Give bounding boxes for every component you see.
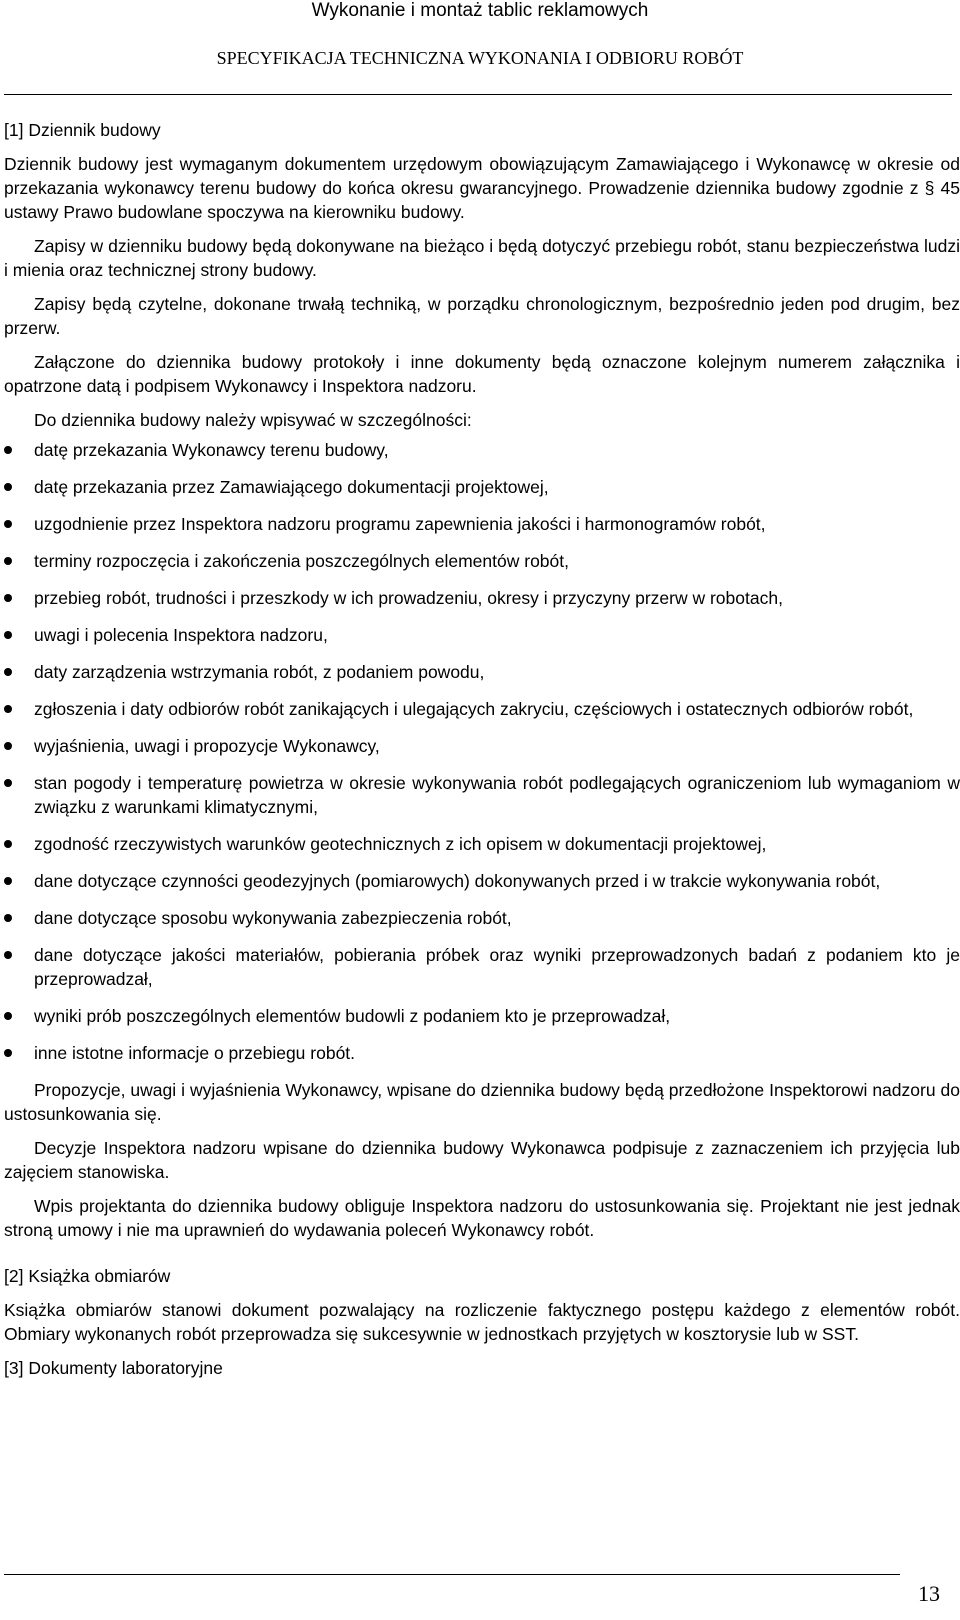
bullet-icon (4, 840, 12, 848)
list-item (4, 660, 960, 684)
footer-rule (4, 1574, 900, 1575)
list-item-text: zgodność rzeczywistych warunków geotechnicznych z ich opisem w dokumentacji projektowej, (34, 834, 767, 854)
document-body (4, 118, 960, 1390)
entries-list (4, 438, 960, 1065)
bullet-icon (4, 1049, 12, 1057)
list-item-text: daty zarządzenia wstrzymania robót, z podaniem powodu, (34, 662, 485, 682)
list-item-text: wyniki prób poszczególnych elementów budowli z podaniem kto je przeprowadzał, (34, 1006, 671, 1026)
bullet-icon (4, 914, 12, 922)
header-title: Wykonanie i montaż tablic reklamowych (311, 0, 649, 21)
paragraph: Propozycje, uwagi i wyjaśnienia Wykonawcy, wpisane do dziennika budowy będą przedłożone Inspektorowi nadzoru do ustosunkowania się. (4, 1080, 960, 1124)
page-number: 13 (918, 1581, 940, 1606)
bullet-icon (4, 520, 12, 528)
bullet-icon (4, 446, 12, 454)
section-heading-dziennik-budowy: [1] Dziennik budowy (4, 120, 161, 140)
paragraph: Zapisy będą czytelne, dokonane trwałą techniką, w porządku chronologicznym, bezpośrednio jeden pod drugim, bez przerw. (4, 294, 960, 338)
list-item-text: dane dotyczące sposobu wykonywania zabezpieczenia robót, (34, 908, 512, 928)
list-item-text: dane dotyczące czynności geodezyjnych (pomiarowych) dokonywanych przed i w trakcie wykonywania robót, (34, 871, 881, 891)
section-heading-ksiazka-obmiarow: [2] Książka obmiarów (4, 1266, 171, 1286)
list-item-text: stan pogody i temperaturę powietrza w okresie wykonywania robót podlegających ograniczeniom lub wymaganiom w związku z warunkami klimatycznymi, (34, 773, 960, 817)
bullet-icon (4, 631, 12, 639)
list-item-text: dane dotyczące jakości materiałów, pobierania próbek oraz wyniki przeprowadzonych badań z podaniem kto je przeprowadzał, (34, 945, 960, 989)
list-item-text: uwagi i polecenia Inspektora nadzoru, (34, 625, 328, 645)
list-item (4, 438, 960, 462)
list-item (4, 549, 960, 573)
paragraph: Do dziennika budowy należy wpisywać w szczególności: (34, 410, 472, 430)
list-item-text: wyjaśnienia, uwagi i propozycje Wykonawcy, (34, 736, 380, 756)
paragraph: Dziennik budowy jest wymaganym dokumentem urzędowym obowiązującym Zamawiającego i Wykonawcę w okresie od przekazania wykonawcy terenu budowy do końca okresu gwarancyjnego. Prowadzenie dziennika budowy zgodnie z § 45 ustawy Prawo budowlane spoczywa na kierowniku budowy. (4, 154, 960, 222)
list-item-text: terminy rozpoczęcia i zakończenia poszczególnych elementów robót, (34, 551, 569, 571)
list-item (4, 1004, 960, 1028)
bullet-icon (4, 594, 12, 602)
list-item (4, 475, 960, 499)
paragraph: Książka obmiarów stanowi dokument pozwalający na rozliczenie faktycznego postępu każdego z elementów robót. Obmiary wykonanych robót przeprowadza się sukcesywnie w jednostkach przyjętych w kosztorysie lub w SST. (4, 1300, 960, 1344)
header-rule (4, 94, 952, 95)
paragraph: Zapisy w dzienniku budowy będą dokonywane na bieżąco i będą dotyczyć przebiegu robót, stanu bezpieczeństwa ludzi i mienia oraz technicznej strony budowy. (4, 236, 960, 280)
list-item (4, 771, 960, 819)
list-item (4, 906, 960, 930)
list-item (4, 734, 960, 758)
list-item-text: datę przekazania przez Zamawiającego dokumentacji projektowej, (34, 477, 549, 497)
header-subtitle: SPECYFIKACJA TECHNICZNA WYKONANIA I ODBIORU ROBÓT (216, 48, 744, 68)
bullet-icon (4, 1012, 12, 1020)
paragraph: Decyzje Inspektora nadzoru wpisane do dziennika budowy Wykonawca podpisuje z zaznaczeniem ich przyjęcia lub zajęciem stanowiska. (4, 1138, 960, 1182)
list-item (4, 943, 960, 991)
section-heading-dokumenty-laboratoryjne: [3] Dokumenty laboratoryjne (4, 1358, 223, 1378)
paragraph: Załączone do dziennika budowy protokoły i inne dokumenty będą oznaczone kolejnym numerem załącznika i opatrzone datą i podpisem Wykonawcy i Inspektora nadzoru. (4, 352, 960, 396)
bullet-icon (4, 557, 12, 565)
bullet-icon (4, 668, 12, 676)
bullet-icon (4, 483, 12, 491)
bullet-icon (4, 742, 12, 750)
list-item (4, 1041, 960, 1065)
list-item (4, 512, 960, 536)
list-item (4, 697, 960, 721)
list-item-text: przebieg robót, trudności i przeszkody w ich prowadzeniu, okresy i przyczyny przerw w robotach, (34, 588, 783, 608)
bullet-icon (4, 705, 12, 713)
bullet-icon (4, 779, 12, 787)
bullet-icon (4, 877, 12, 885)
list-item (4, 586, 960, 610)
list-item-text: zgłoszenia i daty odbiorów robót zanikających i ulegających zakryciu, częściowych i ostatecznych odbiorów robót, (34, 699, 914, 719)
paragraph: Wpis projektanta do dziennika budowy obliguje Inspektora nadzoru do ustosunkowania się. Projektant nie jest jednak stroną umowy i nie ma uprawnień do wydawania poleceń Wykonawcy robót. (4, 1196, 960, 1240)
list-item (4, 832, 960, 856)
list-item-text: inne istotne informacje o przebiegu robót. (34, 1043, 356, 1063)
list-item (4, 623, 960, 647)
list-item-text: uzgodnienie przez Inspektora nadzoru programu zapewnienia jakości i harmonogramów robót, (34, 514, 766, 534)
list-item-text: datę przekazania Wykonawcy terenu budowy, (34, 440, 389, 460)
bullet-icon (4, 951, 12, 959)
list-item (4, 869, 960, 893)
